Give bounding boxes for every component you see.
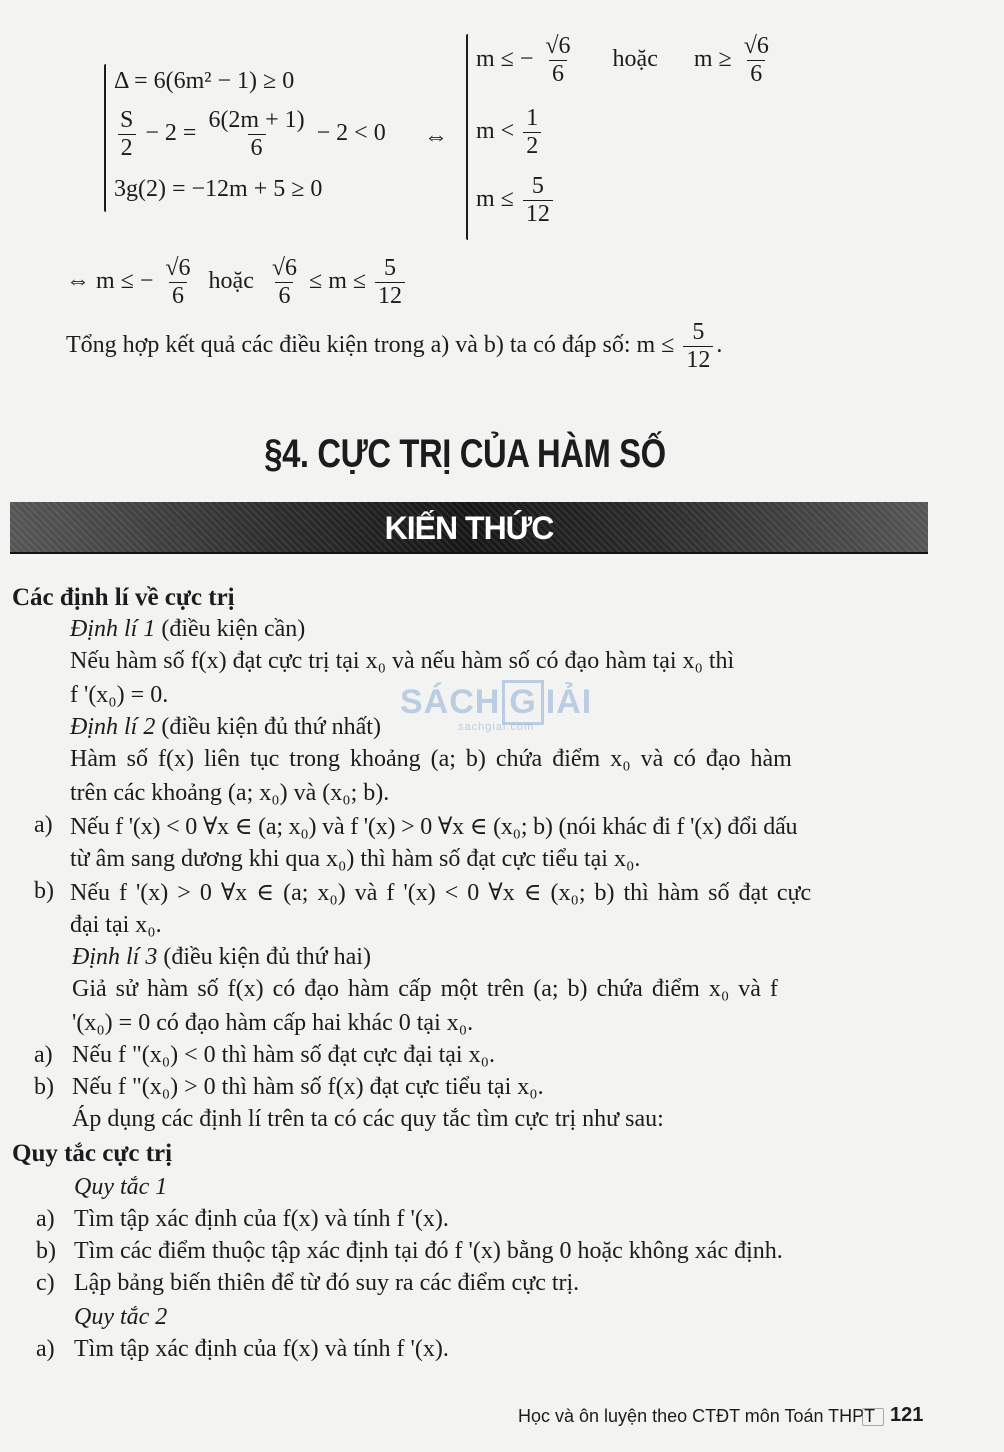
text-line: Tìm tập xác định của f(x) và tính f '(x). — [74, 1206, 449, 1232]
system1-line2 — [114, 108, 386, 161]
footer-logo-icon — [862, 1408, 884, 1426]
theorem-condition: (điều kiện cần) — [155, 616, 306, 642]
frac-num: S — [120, 107, 134, 133]
frac-num: 5 — [384, 255, 397, 281]
text-segment: ≤ m ≤ — [309, 268, 367, 295]
summary-text: Tổng hợp kết quả các điều kiện trong a) và b) ta có đáp số: m ≤ — [66, 332, 675, 359]
item-marker: b) — [36, 1238, 56, 1264]
text-line: f '(x₀) = 0. — [70, 682, 169, 708]
item-marker: a) — [34, 1042, 53, 1068]
text-segment: hoặc — [208, 268, 254, 295]
system2-row2 — [476, 106, 544, 159]
text-line: Nếu f "(x₀) > 0 thì hàm số f(x) đạt cực tiểu tại x₀. — [72, 1074, 544, 1100]
text-line: từ âm sang dương khi qua x₀) thì hàm số đạt cực tiểu tại x₀. — [70, 846, 641, 872]
text-line: Nếu f '(x) > 0 ∀x ∈ (a; x₀) và f '(x) < 0 ∀x ∈ (x₀; b) thì hàm số đạt cực — [70, 880, 812, 906]
section-title: §4. CỰC TRỊ CỦA HÀM SỐ — [264, 432, 666, 476]
theorem1-title — [70, 616, 305, 643]
frac-den: 12 — [375, 282, 405, 309]
frac-num: √6 — [165, 255, 191, 281]
system1-line3: 3g(2) = −12m + 5 ≥ 0 — [114, 176, 323, 202]
result-line — [66, 256, 408, 309]
frac-num: √6 — [271, 255, 298, 281]
frac-den: 12 — [523, 200, 553, 227]
text-segment: m ≥ — [693, 46, 732, 73]
heading-theorems: Các định lí về cực trị — [12, 584, 235, 611]
frac-num: √6 — [743, 33, 769, 59]
frac-den: 2 — [523, 132, 541, 159]
frac-den: 2 — [118, 134, 136, 161]
text-line: Tìm tập xác định của f(x) và tính f '(x). — [74, 1336, 449, 1362]
text-segment: hoặc — [612, 46, 658, 73]
watermark-text: IẢI — [545, 683, 593, 721]
text-segment: − 2 = — [145, 120, 197, 147]
text-line: trên các khoảng (a; x₀) và (x₀; b). — [70, 780, 390, 806]
text-segment: m < — [476, 118, 515, 145]
item-marker: b) — [34, 1074, 54, 1100]
heading-rules: Quy tắc cực trị — [12, 1140, 173, 1167]
item-marker: a) — [36, 1206, 55, 1232]
frac-den: 6 — [549, 60, 567, 87]
item-marker: c) — [36, 1270, 55, 1296]
text-segment: − 2 < 0 — [316, 120, 386, 147]
theorem2-title — [70, 714, 381, 741]
text-line: Lập bảng biến thiên để từ đó suy ra các điểm cực trị. — [74, 1270, 580, 1296]
text-line: Nếu f '(x) < 0 ∀x ∈ (a; x₀) và f '(x) > 0 ∀x ∈ (x₀; b) (nói khác đi f '(x) đổi dấu — [70, 814, 798, 840]
frac-den: 6 — [248, 134, 266, 161]
theorem-condition: (điều kiện đủ thứ hai) — [157, 944, 371, 970]
watermark-text: SÁCH — [400, 683, 501, 721]
frac-den: 6 — [275, 282, 293, 309]
banner-title: KIẾN THỨC — [384, 510, 554, 546]
rule2-title: Quy tắc 2 — [74, 1304, 168, 1330]
section-banner — [10, 502, 928, 554]
equivalence-arrow: ⇔ — [424, 124, 448, 150]
frac-num: 5 — [692, 319, 705, 345]
text-line: Nếu f "(x₀) < 0 thì hàm số đạt cực đại tại x₀. — [72, 1042, 495, 1068]
frac-num: 5 — [531, 173, 544, 199]
item-marker: a) — [36, 1336, 55, 1362]
text-line: Áp dụng các định lí trên ta có các quy tắc tìm cực trị như sau: — [72, 1106, 664, 1132]
system1-brace — [104, 64, 106, 212]
frac-den: 6 — [747, 60, 765, 87]
system2-brace — [466, 34, 468, 240]
text-segment: . — [716, 332, 723, 359]
theorem-label: Định lí 1 — [70, 616, 156, 642]
frac-num: 1 — [526, 105, 539, 131]
theorem-condition: (điều kiện đủ thứ nhất) — [155, 714, 381, 740]
frac-num: 6(2m + 1) — [208, 107, 305, 133]
watermark-box: G — [502, 680, 543, 725]
text-line: Nếu hàm số f(x) đạt cực trị tại x₀ và nếu hàm số có đạo hàm tại x₀ thì — [70, 648, 735, 674]
frac-den: 6 — [169, 282, 187, 309]
system2-row3 — [476, 174, 556, 227]
text-line: '(x₀) = 0 có đạo hàm cấp hai khác 0 tại x₀. — [72, 1010, 474, 1036]
footer-text: Học và ôn luyện theo CTĐT môn Toán THPT — [518, 1406, 876, 1426]
watermark-url: sachgiai.com — [458, 721, 535, 733]
text-segment: ⇔ m ≤ − — [66, 268, 154, 295]
text-line: Hàm số f(x) liên tục trong khoảng (a; b) chứa điểm x₀ và có đạo hàm — [70, 746, 792, 772]
theorem-label: Định lí 2 — [70, 714, 156, 740]
rule1-title: Quy tắc 1 — [74, 1174, 168, 1200]
text-segment: m ≤ — [476, 186, 514, 213]
item-marker: b) — [34, 878, 54, 904]
frac-den: 12 — [683, 346, 713, 373]
text-segment: m ≤ − — [476, 46, 534, 73]
theorem-label: Định lí 3 — [72, 944, 158, 970]
text-line: Tìm các điểm thuộc tập xác định tại đó f '(x) bằng 0 hoặc không xác định. — [74, 1238, 783, 1264]
system2-row1 — [476, 34, 775, 87]
page-number: 121 — [890, 1404, 924, 1426]
frac-num: √6 — [545, 33, 571, 59]
system1-line1: Δ = 6(6m² − 1) ≥ 0 — [114, 68, 295, 94]
watermark-logo — [400, 680, 592, 733]
text-line: Giả sử hàm số f(x) có đạo hàm cấp một trên (a; b) chứa điểm x₀ và f — [72, 976, 778, 1002]
theorem3-title — [72, 944, 371, 971]
summary-line — [66, 320, 722, 373]
text-line: đại tại x₀. — [70, 912, 162, 938]
item-marker: a) — [34, 812, 53, 838]
